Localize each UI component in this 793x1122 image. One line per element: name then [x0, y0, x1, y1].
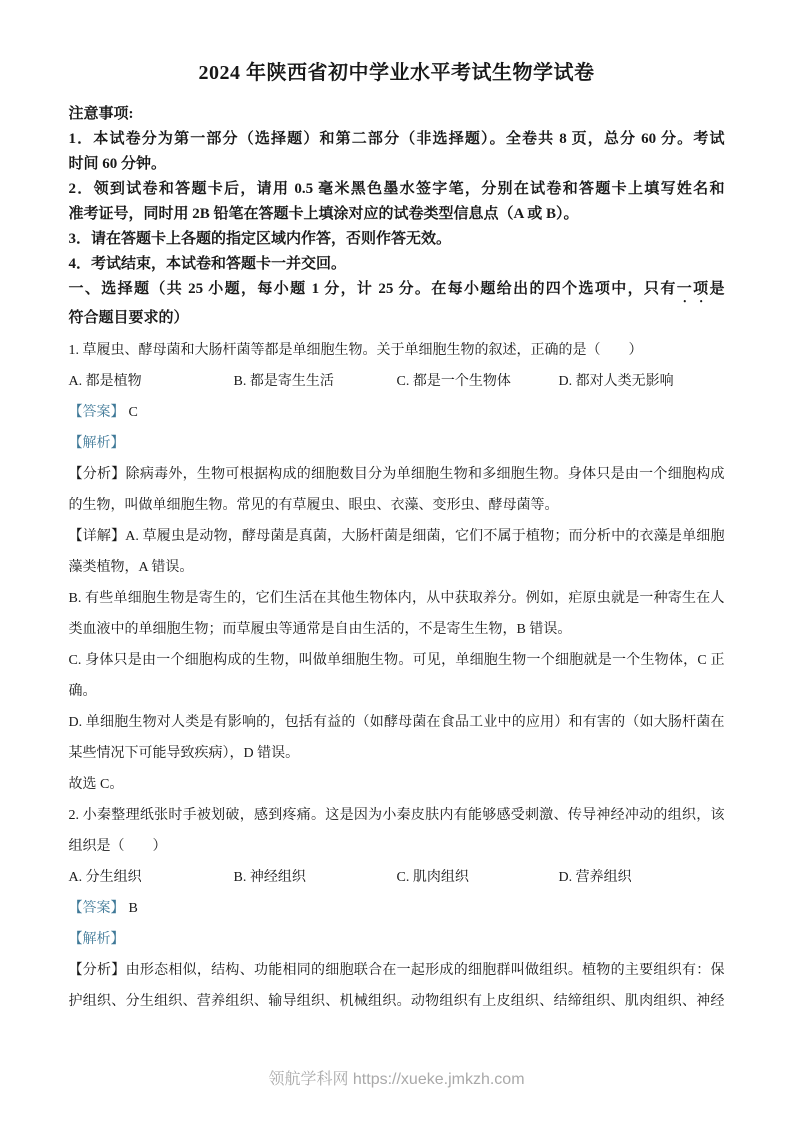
option-b: B. 都是寄生生活 — [233, 374, 334, 389]
option-c: C. 都是一个生物体 — [396, 374, 511, 389]
exam-page — [69, 0, 725, 1017]
option-d: D. 都对人类无影响 — [558, 374, 674, 389]
detail-line: 某些情况下可能导致疾病），D 错误。 — [68, 746, 300, 761]
notice-line: 1．本试卷分为第一部分（选择题）和第二部分（非选择题）。全卷共 8 页，总分 60 分。考试 — [68, 131, 725, 147]
answer-value: B — [128, 901, 138, 916]
detail-line: 【详解】A. 草履虫是动物，酵母菌是真菌，大肠杆菌是细菌，它们不属于植物；而分析中的衣藻是单细胞 — [68, 529, 725, 544]
analysis-heading — [69, 428, 725, 459]
watermark: 领航学科网 https://xueke.jmkzh.com — [268, 1071, 525, 1088]
detail-line: C. 身体只是由一个细胞构成的生物，叫做单细胞生物。可见，单细胞生物一个细胞就是一个生物体，C 正 — [68, 653, 725, 668]
detail-line: B. 有些单细胞生物是寄生的，它们生活在其他生物体内，从中获取养分。例如，疟原虫就是一种寄生在人 — [68, 591, 725, 606]
detail-line: D. 单细胞生物对人类是有影响的，包括有益的（如酵母菌在食品工业中的应用）和有害的（如大肠杆菌在 — [68, 715, 725, 730]
analysis-line: 护组织、分生组织、营养组织、输导组织、机械组织。动物组织有上皮组织、结缔组织、肌肉组织、神经 — [68, 994, 725, 1009]
detail-line: 类血液中的单细胞生物；而草履虫等通常是自由生活的，不是寄生生物，B 错误。 — [68, 622, 572, 637]
option-a: A. 都是植物 — [68, 374, 142, 389]
detail-line: 藻类植物，A 错误。 — [68, 560, 194, 575]
analysis-label: 【解析】 — [68, 932, 125, 947]
answer-label: 【答案】 — [68, 901, 125, 916]
detail-line: 故选 C。 — [68, 777, 124, 792]
analysis-line: 的生物，叫做单细胞生物。常见的有草履虫、眼虫、衣藻、变形虫、酵母菌等。 — [68, 498, 559, 513]
questions — [69, 335, 725, 1017]
option-c: C. 肌肉组织 — [396, 870, 469, 885]
notice-line: 4．考试结束，本试卷和答题卡一并交回。 — [68, 256, 347, 272]
analysis-line: 【分析】除病毒外，生物可根据构成的细胞数目分为单细胞生物和多细胞生物。身体只是由一个细胞构成 — [68, 467, 725, 482]
section-header — [69, 277, 725, 331]
detail-line: 确。 — [68, 684, 97, 699]
question-stem: 2. 小秦整理纸张时手被划破，感到疼痛。这是因为小秦皮肤内有能够感受刺激、传导神经冲动的组织，该 — [68, 808, 725, 823]
question-1 — [69, 335, 725, 800]
page-title: 2024 年陕西省初中学业水平考试生物学试卷 — [198, 62, 595, 84]
answer-line — [69, 893, 725, 924]
option-a: A. 分生组织 — [68, 870, 142, 885]
notice-section — [69, 102, 725, 277]
notice-line: 3．请在答题卡上各题的指定区域内作答，否则作答无效。 — [68, 231, 452, 247]
section-text: 一、选择题（共 25 小题，每小题 1 分，计 25 分。在每小题给出的四个选项中，只有 — [68, 281, 677, 297]
notice-line: 时间 60 分钟。 — [68, 156, 167, 172]
question-stem: 组织是（ ） — [68, 839, 167, 854]
answer-label: 【答案】 — [68, 405, 125, 420]
answer-value: C — [128, 405, 138, 420]
analysis-label: 【解析】 — [68, 436, 125, 451]
option-row — [69, 862, 725, 893]
section-text: 是 — [709, 281, 725, 297]
analysis-line: 【分析】由形态相似，结构、功能相同的细胞联合在一起形成的细胞群叫做组织。植物的主要组织有：保 — [68, 963, 725, 978]
section-header-line — [69, 277, 725, 306]
question-stem: 1. 草履虫、酵母菌和大肠杆菌等都是单细胞生物。关于单细胞生物的叙述，正确的是（ ） — [68, 343, 643, 358]
question-2 — [69, 800, 725, 1017]
option-row — [69, 366, 725, 397]
notice-line: 2．领到试卷和答题卡后，请用 0.5 毫米黑色墨水签字笔，分别在试卷和答题卡上填写姓名和 — [68, 181, 725, 197]
section-emphasized-text: 一项 — [676, 281, 710, 297]
option-b: B. 神经组织 — [233, 870, 306, 885]
notice-heading: 注意事项: — [68, 106, 134, 122]
section-header-line: 符合题目要求的） — [68, 310, 189, 326]
option-d: D. 营养组织 — [558, 870, 632, 885]
analysis-heading — [69, 924, 725, 955]
notice-line: 准考证号，同时用 2B 铅笔在答题卡上填涂对应的试卷类型信息点（A 或 B）。 — [68, 206, 579, 222]
answer-line — [69, 397, 725, 428]
